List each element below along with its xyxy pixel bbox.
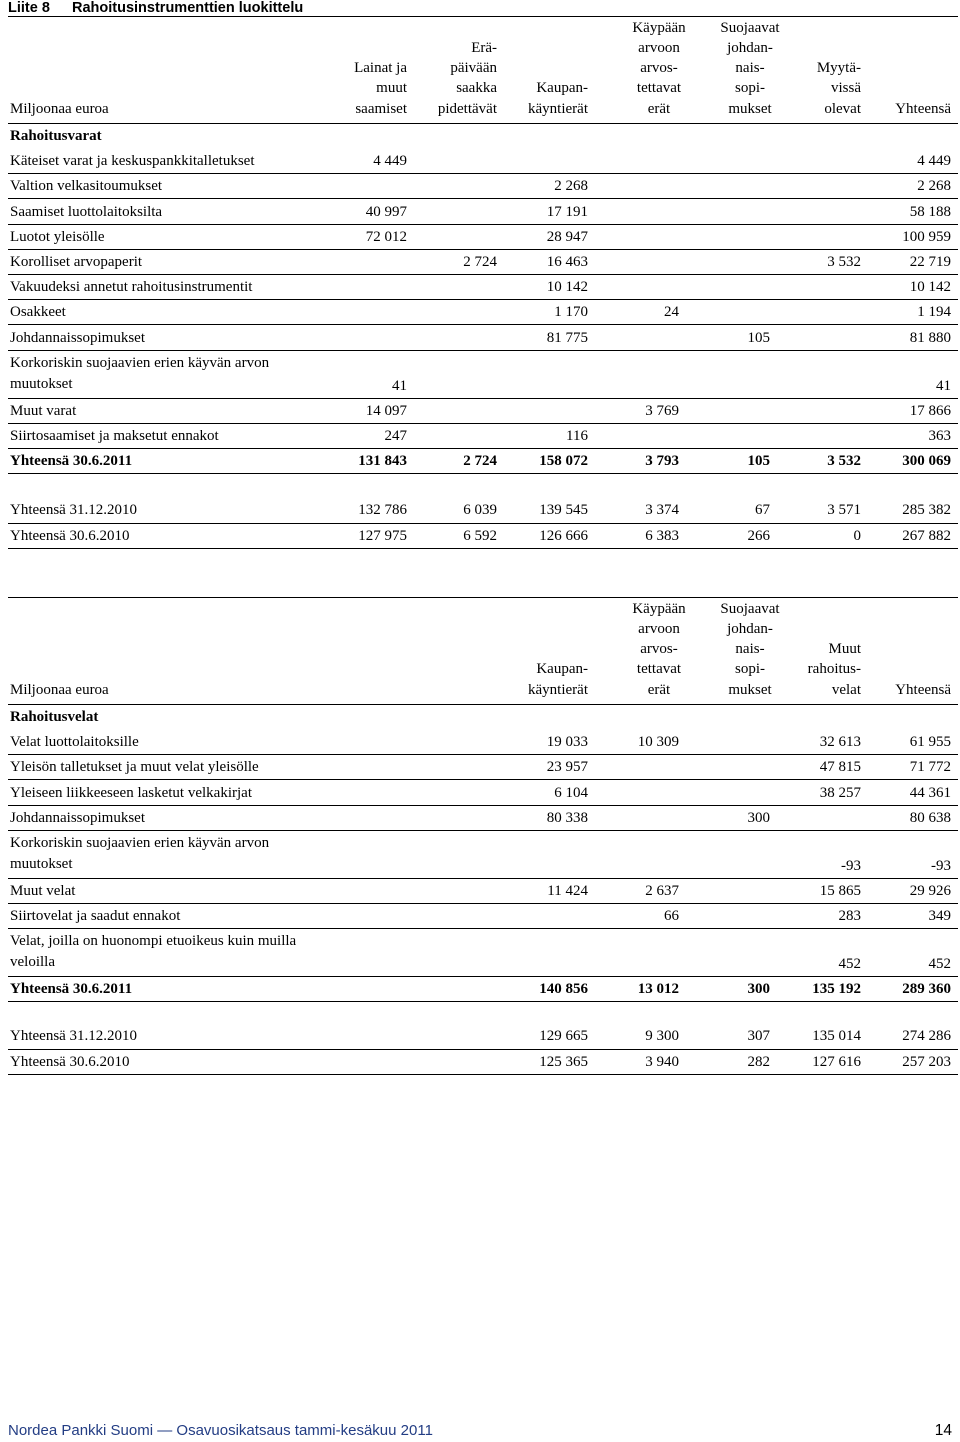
cell-value: 71 772 (909, 759, 951, 776)
cell-value: 307 (747, 1028, 770, 1044)
cell-value: 3 940 (645, 1053, 679, 1070)
page-footer (8, 1422, 958, 1442)
cell-value: 363 (928, 427, 951, 444)
cell-value: 3 571 (827, 502, 861, 518)
cell-value: 283 (838, 908, 861, 925)
cell-value: 300 (747, 809, 770, 826)
table1-col-available-for-sale: Myytä- vissä olevat (816, 60, 861, 117)
cell-value: 127 616 (812, 1053, 861, 1070)
cell-value: 3 532 (827, 453, 861, 469)
table-row (8, 173, 958, 198)
total-row (8, 976, 958, 1001)
cell-value: 23 957 (546, 759, 588, 776)
cell-value: 41 (936, 377, 951, 394)
table2-col-total: Yhteensä (895, 681, 951, 698)
cell-value: 32 613 (819, 734, 861, 751)
row-rule (8, 548, 958, 549)
cell-value: 274 286 (902, 1028, 951, 1044)
row-label: Korkoriskin suojaavien erien käyvän arvon muutokset (10, 834, 270, 872)
table-row (8, 274, 958, 299)
comparison-row (8, 523, 958, 548)
row-label: Yhteensä 31.12.2010 (10, 1028, 138, 1044)
cell-value: 139 545 (539, 502, 588, 518)
cell-value: 6 592 (463, 527, 497, 544)
cell-value: 6 039 (463, 502, 497, 518)
row-label: Siirtovelat ja saadut ennakot (10, 908, 181, 925)
row-label: Yhteensä 30.6.2010 (10, 1053, 130, 1070)
row-label: Käteiset varat ja keskuspankkitalletukset (10, 153, 255, 170)
cell-value: 131 843 (358, 453, 407, 469)
comparison-row (8, 1023, 958, 1048)
row-label: Velat luottolaitoksille (10, 734, 139, 751)
cell-value: 66 (664, 908, 679, 925)
table-row (8, 878, 958, 903)
cell-value: 126 666 (539, 527, 588, 544)
footer-text: Nordea Pankki Suomi — Osavuosikatsaus tammi-kesäkuu 2011 (8, 1422, 433, 1439)
table2-col-fair-value: Käypään arvoon arvos- tettavat erät (632, 600, 686, 698)
table2-col-trading: Kaupan- käyntierät (528, 661, 588, 698)
row-label: Muut velat (10, 882, 76, 899)
cell-value: 135 192 (812, 981, 861, 998)
cell-value: 266 (747, 527, 770, 544)
cell-value: 61 955 (909, 734, 951, 751)
cell-value: 38 257 (819, 784, 861, 801)
total-row (8, 448, 958, 473)
table-row (8, 423, 958, 448)
row-label: Siirtosaamiset ja maksetut ennakot (10, 427, 219, 444)
table2-header (8, 598, 958, 704)
cell-value: 14 097 (365, 402, 407, 419)
table-row (8, 754, 958, 779)
cell-value: 17 191 (546, 203, 588, 220)
cell-value: 10 309 (637, 734, 679, 751)
table-row (8, 398, 958, 423)
cell-value: 72 012 (365, 228, 407, 245)
cell-value: 13 012 (637, 981, 679, 998)
cell-value: -93 (841, 857, 861, 874)
table2-unit-label: Miljoonaa euroa (10, 681, 109, 698)
cell-value: 44 361 (909, 784, 951, 801)
section-heading (8, 704, 958, 729)
cell-value: 125 365 (539, 1053, 588, 1070)
row-label: Johdannaissopimukset (10, 809, 145, 826)
cell-value: 6 383 (645, 527, 679, 544)
cell-value: 1 170 (554, 304, 588, 321)
cell-value: 10 142 (909, 279, 951, 296)
cell-value: 289 360 (902, 981, 951, 998)
cell-value: 105 (747, 453, 770, 469)
row-label: Saamiset luottolaitoksilta (10, 203, 163, 220)
cell-value: 0 (853, 527, 861, 544)
total-rule (8, 1001, 958, 1002)
row-label: Yhteensä 30.6.2011 (10, 981, 133, 998)
row-label: Vakuudeksi annetut rahoitusinstrumentit (10, 279, 253, 296)
table-row (8, 805, 958, 830)
table-row (8, 324, 958, 349)
table1-col-trading: Kaupan- käyntierät (528, 80, 588, 117)
table-row (8, 198, 958, 223)
table-row (8, 830, 958, 878)
cell-value: 3 793 (645, 453, 679, 469)
table1-header (8, 17, 958, 123)
cell-value: 67 (755, 502, 770, 518)
table1-col-held-to-maturity: Erä- päivään saakka pidettävät (437, 39, 497, 117)
row-label: Muut varat (10, 402, 77, 419)
table-row (8, 350, 958, 398)
table2-col-hedging: Suojaavat johdan- nais- sopi- mukset (720, 600, 780, 698)
row-label: Yhteensä 31.12.2010 (10, 502, 138, 518)
cell-value: 80 338 (546, 809, 588, 826)
table1-unit-label: Miljoonaa euroa (10, 100, 109, 117)
cell-value: 41 (392, 377, 407, 394)
row-label: Korolliset arvopaperit (10, 253, 143, 270)
row-label: Velat, joilla on huonompi etuoikeus kuin muilla veloilla (10, 933, 297, 971)
cell-value: 80 638 (909, 809, 951, 826)
row-label: Osakkeet (10, 304, 66, 321)
cell-value: 300 069 (902, 453, 951, 469)
cell-value: 15 865 (819, 882, 861, 899)
cell-value: 4 449 (917, 153, 951, 170)
cell-value: 158 072 (539, 453, 588, 469)
cell-value: 127 975 (358, 527, 407, 544)
appendix-number: Liite 8 (8, 0, 50, 16)
cell-value: 16 463 (546, 253, 588, 270)
table-row (8, 928, 958, 976)
cell-value: 40 997 (365, 203, 407, 220)
cell-value: 247 (384, 427, 407, 444)
row-label: Yhteensä 30.6.2011 (10, 453, 133, 469)
row-label: Yleisön talletukset ja muut velat yleisölle (10, 759, 259, 776)
row-rule (8, 1074, 958, 1075)
comparison-row (8, 1049, 958, 1074)
table-row (8, 729, 958, 754)
cell-value: 349 (928, 908, 951, 925)
cell-value: 1 194 (917, 304, 951, 321)
cell-value: 452 (838, 956, 861, 973)
cell-value: 29 926 (909, 882, 951, 899)
cell-value: 285 382 (902, 502, 951, 518)
cell-value: 17 866 (909, 402, 951, 419)
cell-value: 81 775 (546, 329, 588, 346)
table1-col-loans: Lainat ja muut saamiset (354, 60, 407, 117)
cell-value: -93 (931, 857, 951, 874)
cell-value: 10 142 (546, 279, 588, 296)
cell-value: 9 300 (645, 1028, 679, 1044)
cell-value: 267 882 (902, 527, 951, 544)
cell-value: 257 203 (902, 1053, 951, 1070)
comparison-row (8, 497, 958, 522)
cell-value: 81 880 (909, 329, 951, 346)
cell-value: 6 104 (554, 784, 588, 801)
table-row (8, 779, 958, 804)
cell-value: 2 268 (554, 178, 588, 195)
cell-value: 452 (928, 956, 951, 973)
table2-col-other-liabilities: Muut rahoitus- velat (807, 641, 861, 698)
cell-value: 300 (747, 981, 770, 998)
appendix-title: Rahoitusinstrumenttien luokittelu (72, 0, 304, 16)
table1-col-hedging: Suojaavat johdan- nais- sopi- mukset (720, 19, 780, 117)
cell-value: 105 (747, 329, 770, 346)
page-number: 14 (934, 1422, 952, 1439)
row-label: Korkoriskin suojaavien erien käyvän arvon muutokset (10, 354, 270, 392)
table-row (8, 299, 958, 324)
cell-value: 2 724 (463, 453, 497, 469)
cell-value: 11 424 (547, 882, 588, 899)
cell-value: 2 724 (463, 253, 497, 270)
cell-value: 3 374 (645, 502, 679, 518)
section-heading (8, 123, 958, 148)
cell-value: 4 449 (373, 153, 407, 170)
cell-value: 2 637 (645, 882, 679, 899)
table-row (8, 148, 958, 173)
section-title: Rahoitusvelat (10, 709, 99, 725)
cell-value: 282 (747, 1053, 770, 1070)
row-label: Johdannaissopimukset (10, 329, 145, 346)
table-row (8, 903, 958, 928)
table-row (8, 224, 958, 249)
cell-value: 47 815 (819, 759, 861, 776)
total-rule (8, 473, 958, 474)
section-title: Rahoitusvarat (10, 128, 102, 144)
table1-col-total: Yhteensä (895, 100, 951, 117)
cell-value: 140 856 (539, 981, 588, 998)
cell-value: 3 532 (827, 253, 861, 270)
row-label: Yleiseen liikkeeseen lasketut velkakirjat (10, 784, 252, 801)
cell-value: 19 033 (546, 734, 588, 751)
page-title (8, 0, 303, 16)
cell-value: 22 719 (909, 253, 951, 270)
cell-value: 116 (566, 427, 588, 444)
cell-value: 132 786 (358, 502, 407, 518)
cell-value: 2 268 (917, 178, 951, 195)
cell-value: 24 (664, 304, 679, 321)
cell-value: 3 769 (645, 402, 679, 419)
row-label: Yhteensä 30.6.2010 (10, 527, 130, 544)
cell-value: 129 665 (539, 1028, 588, 1044)
cell-value: 28 947 (546, 228, 588, 245)
table1-col-fair-value: Käypään arvoon arvos- tettavat erät (632, 19, 686, 117)
cell-value: 58 188 (909, 203, 951, 220)
cell-value: 100 959 (902, 228, 951, 245)
cell-value: 135 014 (812, 1028, 861, 1044)
row-label: Valtion velkasitoumukset (10, 178, 163, 195)
table-row (8, 249, 958, 274)
row-label: Luotot yleisölle (10, 228, 105, 245)
